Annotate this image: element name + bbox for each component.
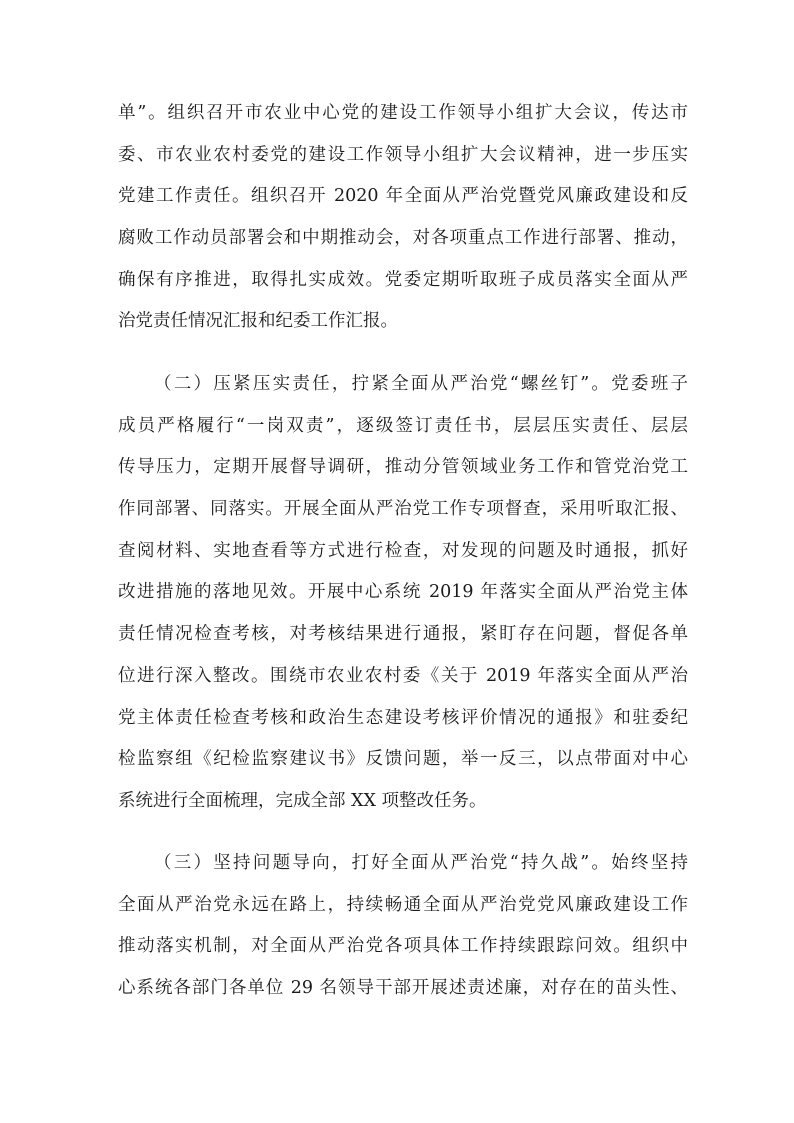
text-line: 责任情况检查考核，对考核结果进行通报，紧盯存在问题，督促各单 bbox=[118, 624, 688, 645]
text-line: 系统进行全面梳理，完成全部 XX 项整改任务。 bbox=[118, 790, 487, 811]
text-line: 成员严格履行“一岗双责”，逐级签订责任书，层层压实责任、层层 bbox=[118, 415, 688, 436]
text-line: 腐败工作动员部署会和中期推动会，对各项重点工作进行部署、推动， bbox=[118, 228, 688, 249]
text-line: 作同部署、同落实。开展全面从严治党工作专项督查，采用听取汇报、 bbox=[118, 499, 688, 520]
text-line: 单”。组织召开市农业中心党的建设工作领导小组扩大会议，传达市 bbox=[118, 103, 688, 123]
paragraph-1 bbox=[118, 93, 688, 343]
text-line: 确保有序推进，取得扎实成效。党委定期听取班子成员落实全面从严 bbox=[118, 269, 688, 290]
text-line: 治党责任情况汇报和纪委工作汇报。 bbox=[118, 311, 398, 332]
text-line: （二）压紧压实责任，拧紧全面从严治党“螺丝钉”。党委班子 bbox=[154, 374, 688, 394]
paragraph-2 bbox=[118, 364, 688, 823]
text-line: 检监察组《纪检监察建议书》反馈问题，举一反三，以点带面对中心 bbox=[118, 749, 688, 770]
text-line: 查阅材料、实地查看等方式进行检查，对发现的问题及时通报，抓好 bbox=[118, 540, 688, 561]
text-line: （三）坚持问题导向，打好全面从严治党“持久战”。始终坚持 bbox=[154, 853, 688, 873]
text-line: 党建工作责任。组织召开 2020 年全面从严治党暨党风廉政建设和反 bbox=[118, 186, 688, 207]
text-line: 传导压力，定期开展督导调研，推动分管领域业务工作和管党治党工 bbox=[118, 457, 688, 478]
text-line: 推动落实机制，对全面从严治党各项具体工作持续跟踪问效。组织中 bbox=[118, 936, 688, 957]
text-line: 委、市农业农村委党的建设工作领导小组扩大会议精神，进一步压实 bbox=[118, 144, 688, 165]
text-line: 全面从严治党永远在路上，持续畅通全面从严治党党风廉政建设工作 bbox=[118, 894, 688, 915]
paragraph-3 bbox=[118, 843, 688, 1010]
text-line: 党主体责任检查考核和政治生态建设考核评价情况的通报》和驻委纪 bbox=[118, 707, 688, 728]
text-line: 改进措施的落地见效。开展中心系统 2019 年落实全面从严治党主体 bbox=[118, 582, 688, 603]
text-line: 位进行深入整改。围绕市农业农村委《关于 2019 年落实全面从严治 bbox=[118, 665, 688, 686]
text-line: 心系统各部门各单位 29 名领导干部开展述责述廉，对存在的苗头性、 bbox=[118, 978, 688, 999]
